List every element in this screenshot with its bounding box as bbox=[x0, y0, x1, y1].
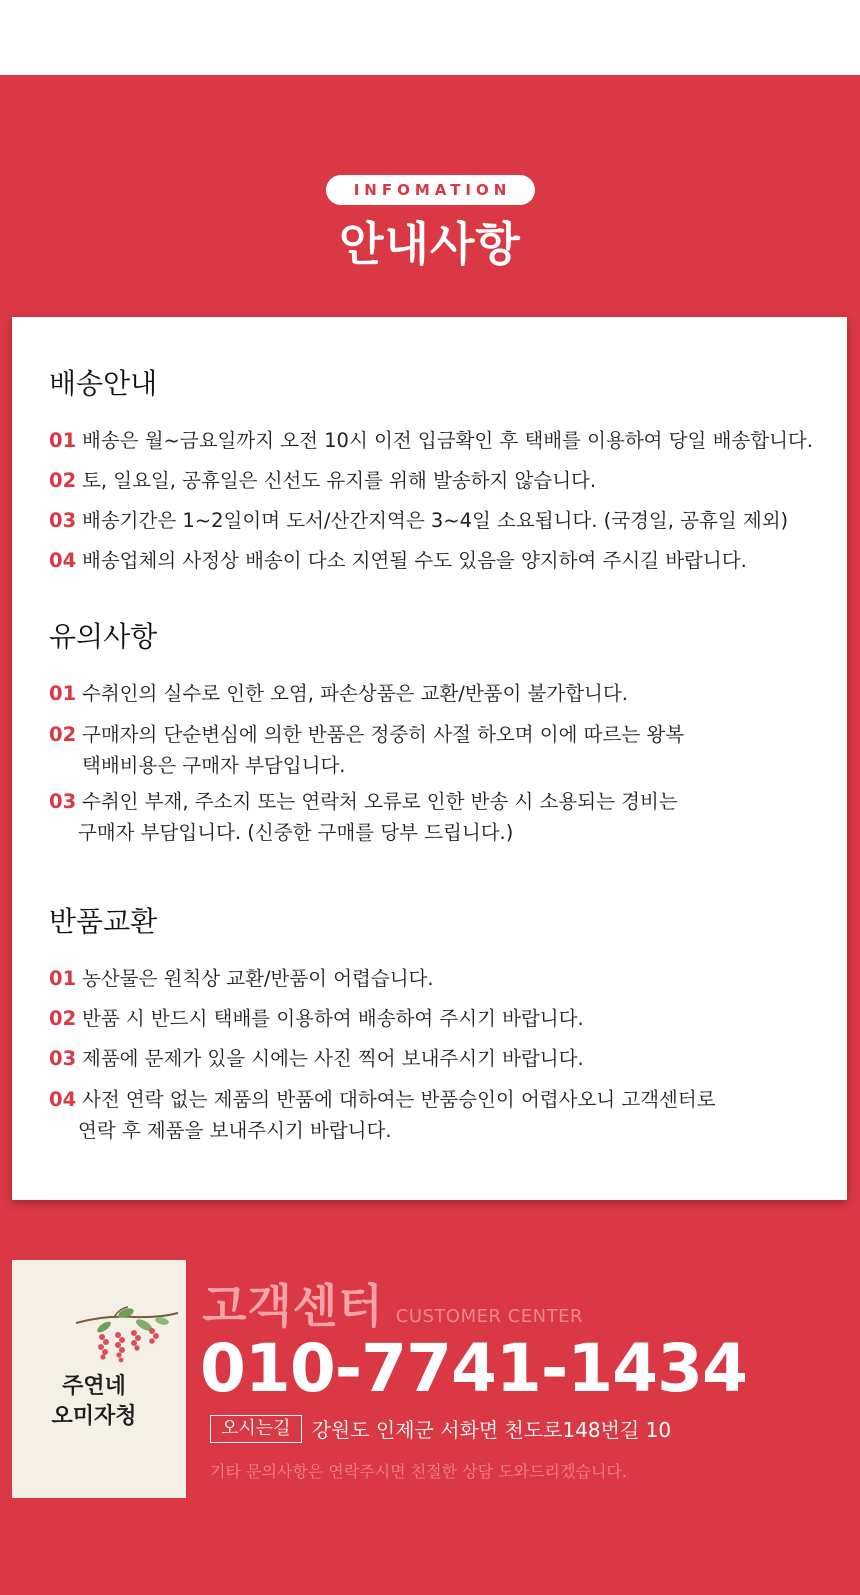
logo-line2: 오미자청 bbox=[51, 1404, 137, 1429]
list-item bbox=[49, 461, 813, 501]
item-number: 02 bbox=[49, 1007, 77, 1030]
section-shipping bbox=[49, 362, 813, 581]
list-item bbox=[49, 421, 813, 461]
address-row bbox=[210, 1414, 671, 1443]
item-number: 02 bbox=[49, 469, 77, 492]
list-item bbox=[49, 719, 684, 781]
logo-line1: 주연네 bbox=[62, 1374, 126, 1399]
item-number: 04 bbox=[49, 1088, 77, 1111]
item-text: 제품에 문제가 있을 시에는 사진 찍어 보내주시기 바랍니다. bbox=[82, 1047, 584, 1070]
phone-number[interactable]: 010-7741-1434 bbox=[200, 1330, 747, 1407]
list-item bbox=[49, 999, 716, 1039]
item-text: 토, 일요일, 공휴일은 신선도 유지를 위해 발송하지 않습니다. bbox=[82, 469, 597, 492]
item-text: 배송기간은 1~2일이며 도서/산간지역은 3~4일 소요됩니다. (국경일, 공휴일 제외) bbox=[82, 509, 789, 532]
item-text-line2: 연락 후 제품을 보내주시기 바랍니다. bbox=[78, 1119, 392, 1142]
list-item bbox=[49, 501, 813, 541]
notice-card bbox=[12, 317, 847, 1200]
item-text bbox=[78, 1084, 716, 1146]
list-item bbox=[49, 959, 716, 999]
item-number: 03 bbox=[49, 509, 77, 532]
item-text: 수취인의 실수로 인한 오염, 파손상품은 교환/반품이 불가합니다. bbox=[82, 682, 628, 705]
item-text-line1: 수취인 부재, 주소지 또는 연락처 오류로 인한 반송 시 소용되는 경비는 bbox=[82, 790, 678, 813]
logo-text bbox=[34, 1372, 154, 1432]
customer-center-subtitle: CUSTOMER CENTER bbox=[395, 1306, 583, 1327]
schisandra-branch-icon bbox=[74, 1305, 182, 1375]
item-number: 01 bbox=[49, 429, 77, 452]
item-text-line1: 사전 연락 없는 제품의 반품에 대하여는 반품승인이 어렵사오니 고객센터로 bbox=[82, 1088, 716, 1111]
list-item bbox=[49, 674, 684, 714]
page-title: 안내사항 bbox=[339, 217, 521, 271]
item-text bbox=[78, 786, 678, 848]
item-text-line2: 구매자 부담입니다. (신중한 구매를 당부 드립니다.) bbox=[78, 821, 514, 844]
section-title: 배송안내 bbox=[49, 367, 158, 400]
item-text-line1: 구매자의 단순변심에 의한 반품은 정중히 사절 하오며 이에 따르는 왕복 bbox=[82, 723, 685, 746]
section-returns bbox=[49, 900, 716, 1150]
item-number: 02 bbox=[49, 723, 77, 746]
item-number: 04 bbox=[49, 549, 77, 572]
section-title: 반품교환 bbox=[49, 905, 158, 938]
section-title: 유의사항 bbox=[49, 620, 158, 653]
list-item bbox=[49, 786, 684, 848]
top-spacer bbox=[0, 0, 860, 75]
item-text: 배송업체의 사정상 배송이 다소 지연될 수도 있음을 양지하여 주시길 바랍니다. bbox=[82, 549, 747, 572]
item-number: 01 bbox=[49, 682, 77, 705]
item-number: 01 bbox=[49, 967, 77, 990]
item-text: 농산물은 원칙상 교환/반품이 어렵습니다. bbox=[82, 967, 434, 990]
item-number: 03 bbox=[49, 790, 77, 813]
contact-note: 기타 문의사항은 연락주시면 친절한 상담 도와드리겠습니다. bbox=[210, 1462, 627, 1481]
item-text-line2: 택배비용은 구매자 부담입니다. bbox=[82, 754, 346, 777]
customer-center-title: 고객센터 bbox=[202, 1279, 384, 1333]
info-badge: INFOMATION bbox=[326, 175, 535, 205]
list-item bbox=[49, 1039, 716, 1079]
item-text bbox=[82, 719, 684, 781]
address-label: 오시는길 bbox=[210, 1415, 302, 1443]
brand-logo bbox=[12, 1260, 186, 1498]
list-item bbox=[49, 1084, 716, 1146]
list-item bbox=[49, 541, 813, 581]
section-cautions bbox=[49, 615, 684, 852]
customer-center-heading bbox=[202, 1270, 583, 1336]
item-number: 03 bbox=[49, 1047, 77, 1070]
item-text: 배송은 월~금요일까지 오전 10시 이전 입금확인 후 택배를 이용하여 당일 배송합니다. bbox=[82, 429, 813, 452]
item-text: 반품 시 반드시 택배를 이용하여 배송하여 주시기 바랍니다. bbox=[82, 1007, 584, 1030]
address-text: 강원도 인제군 서화면 천도로148번길 10 bbox=[311, 1418, 672, 1442]
